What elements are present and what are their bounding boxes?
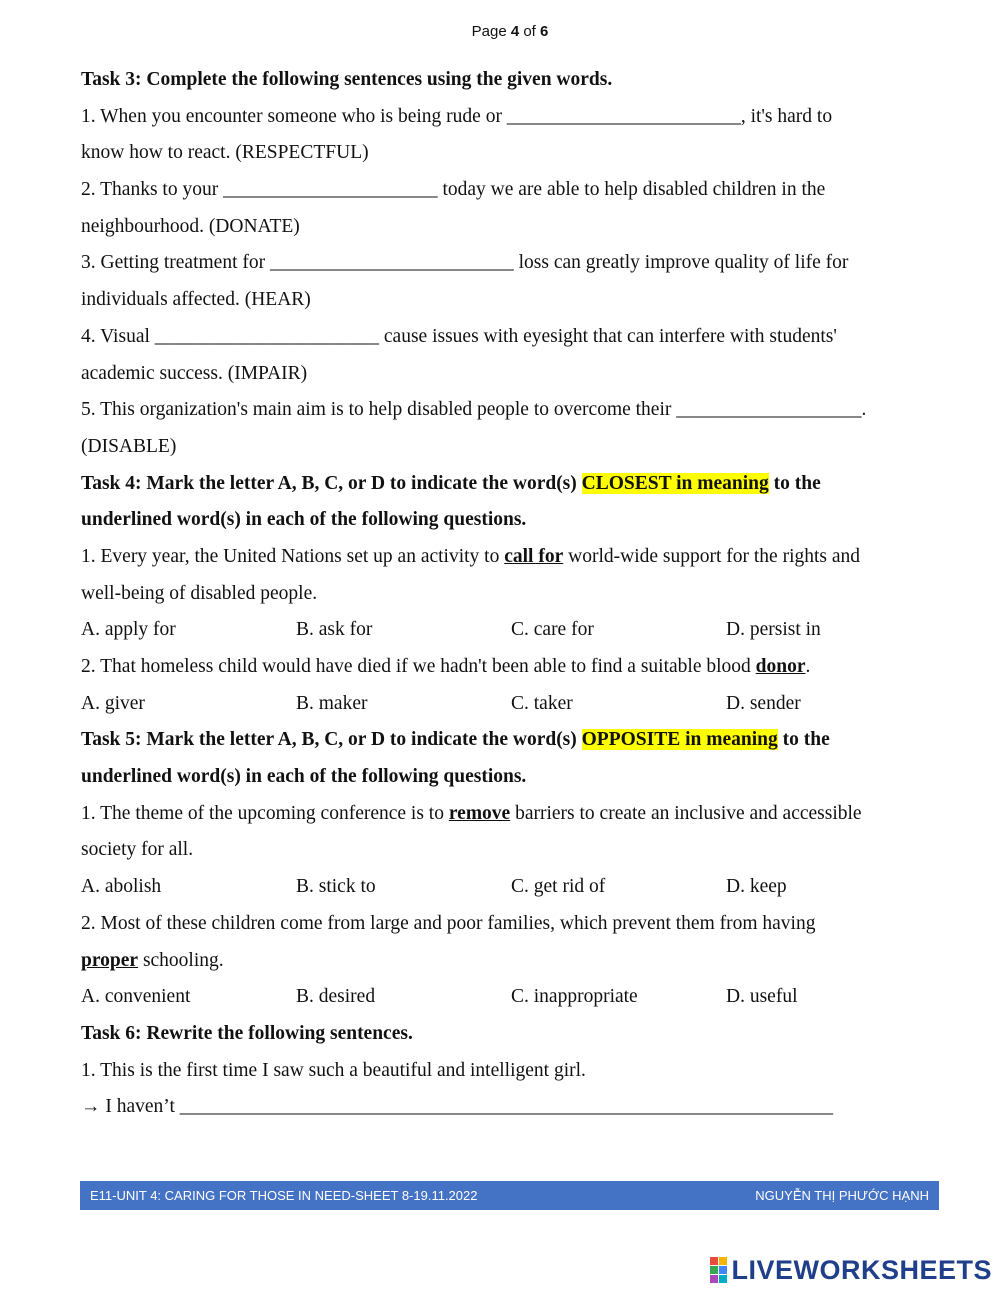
liveworksheets-logo[interactable] [710,1254,992,1286]
footer-bar [80,1181,939,1210]
task4-q2-post: . [805,656,811,677]
task5-q1-option-b[interactable]: B. stick to [296,876,376,898]
task4-q1-underlined: call for [504,545,564,567]
task4-title-highlight: CLOSEST in meaning [581,472,769,494]
task4-q1-option-b[interactable]: B. ask for [296,619,373,641]
task4-title-line2: underlined word(s) in each of the following questions. [81,509,527,531]
task4-q1-option-d[interactable]: D. persist in [726,619,821,641]
task4-q1-post: world-wide support for the rights and [563,545,861,567]
task5-q2-post: schooling. [138,949,224,971]
page-current: 4 [510,23,520,40]
task4-q1-options [81,612,941,649]
task4-q2-pre: 2. That homeless child would have died if we hadn't been able to find a suitable blood [81,656,756,677]
task3-q2-line2: neighbourhood. (DONATE) [81,215,300,237]
task5-q1 [81,796,941,833]
task6-q1: 1. This is the first time I saw such a beautiful and intelligent girl. [81,1059,586,1081]
task5-title [81,722,941,759]
task5-q1-underlined: remove [448,802,511,824]
page-number [0,23,1000,40]
task5-q1-pre: 1. The theme of the upcoming conference is to [81,802,449,824]
task4-title [81,466,941,503]
task5-q2-option-d[interactable]: D. useful [726,986,798,1008]
task5-q2-option-c[interactable]: C. inappropriate [511,986,638,1008]
task3-q2-line1[interactable]: 2. Thanks to your ______________________ today we are able to help disabled children in the [81,179,826,201]
task5-q2-option-a[interactable]: A. convenient [81,986,191,1008]
task5-q1-options [81,869,941,906]
task4-q2-option-c[interactable]: C. taker [511,692,573,714]
task4-q1-pre: 1. Every year, the United Nations set up an activity to [81,545,505,567]
task4-q1 [81,539,941,576]
page-prefix: Page [471,23,511,40]
task5-q1-option-c[interactable]: C. get rid of [511,876,606,898]
logo-blocks-icon [710,1257,727,1283]
page-total: 6 [540,23,549,40]
task4-q1-option-c[interactable]: C. care for [511,619,594,641]
task4-q2-option-d[interactable]: D. sender [726,692,801,714]
task4-q2-options [81,686,941,723]
task3-q3-line1[interactable]: 3. Getting treatment for _________________________ loss can greatly improve quality of life for [81,252,849,274]
task5-q2-line1: 2. Most of these children come from large and poor families, which prevent them from having [81,912,816,934]
task3-title: Task 3: Complete the following sentences using the given words. [81,69,613,90]
task3-q5-line1[interactable]: 5. This organization's main aim is to help disabled people to overcome their ___________________. [81,399,867,421]
task3-q1-line1[interactable]: 1. When you encounter someone who is being rude or ________________________, it's hard to [81,105,833,127]
task4-q2 [81,649,941,686]
task5-title-highlight: OPPOSITE in meaning [581,729,778,751]
task4-q1-option-a[interactable]: A. apply for [81,619,176,641]
task6-title: Task 6: Rewrite the following sentences. [81,1022,413,1044]
task3-q1-line2: know how to react. (RESPECTFUL) [81,142,369,164]
task4-q2-option-b[interactable]: B. maker [296,692,368,714]
task4-q2-underlined: donor [755,656,806,677]
task5-q2-option-b[interactable]: B. desired [296,986,376,1008]
task5-q1-option-a[interactable]: A. abolish [81,876,162,898]
task4-q1-line2: well-being of disabled people. [81,582,318,604]
task3-q4-line1[interactable]: 4. Visual _______________________ cause issues with eyesight that can interfere with students' [81,325,837,347]
task4-q2-option-a[interactable]: A. giver [81,692,145,714]
worksheet-body [81,62,941,1126]
task5-q2-options [81,979,941,1016]
task5-q1-option-d[interactable]: D. keep [726,876,787,898]
task5-q2-line2 [81,943,941,980]
page-of: of [519,23,541,40]
task5-title-line2: underlined word(s) in each of the following questions. [81,766,527,788]
task3-q3-line2: individuals affected. (HEAR) [81,289,311,311]
task6-q1-answer[interactable]: → I haven’t ___________________________________________________________________ [81,1096,833,1118]
task4-title-post: to the [768,472,821,494]
task5-title-post: to the [777,729,830,751]
task5-q2-underlined: proper [81,949,139,971]
footer-right: NGUYỄN THỊ PHƯỚC HẠNH [755,1188,929,1203]
logo-text: LIVEWORKSHEETS [731,1254,992,1285]
task5-q1-line2: society for all. [81,839,194,861]
task5-title-pre: Task 5: Mark the letter A, B, C, or D to indicate the word(s) [81,729,582,751]
footer-left: E11-UNIT 4: CARING FOR THOSE IN NEED-SHEET 8-19.11.2022 [90,1188,478,1203]
task4-title-pre: Task 4: Mark the letter A, B, C, or D to indicate the word(s) [81,472,582,494]
task3-q4-line2: academic success. (IMPAIR) [81,362,308,384]
task3-q5-line2: (DISABLE) [81,435,177,457]
task5-q1-post: barriers to create an inclusive and accessible [510,802,862,824]
